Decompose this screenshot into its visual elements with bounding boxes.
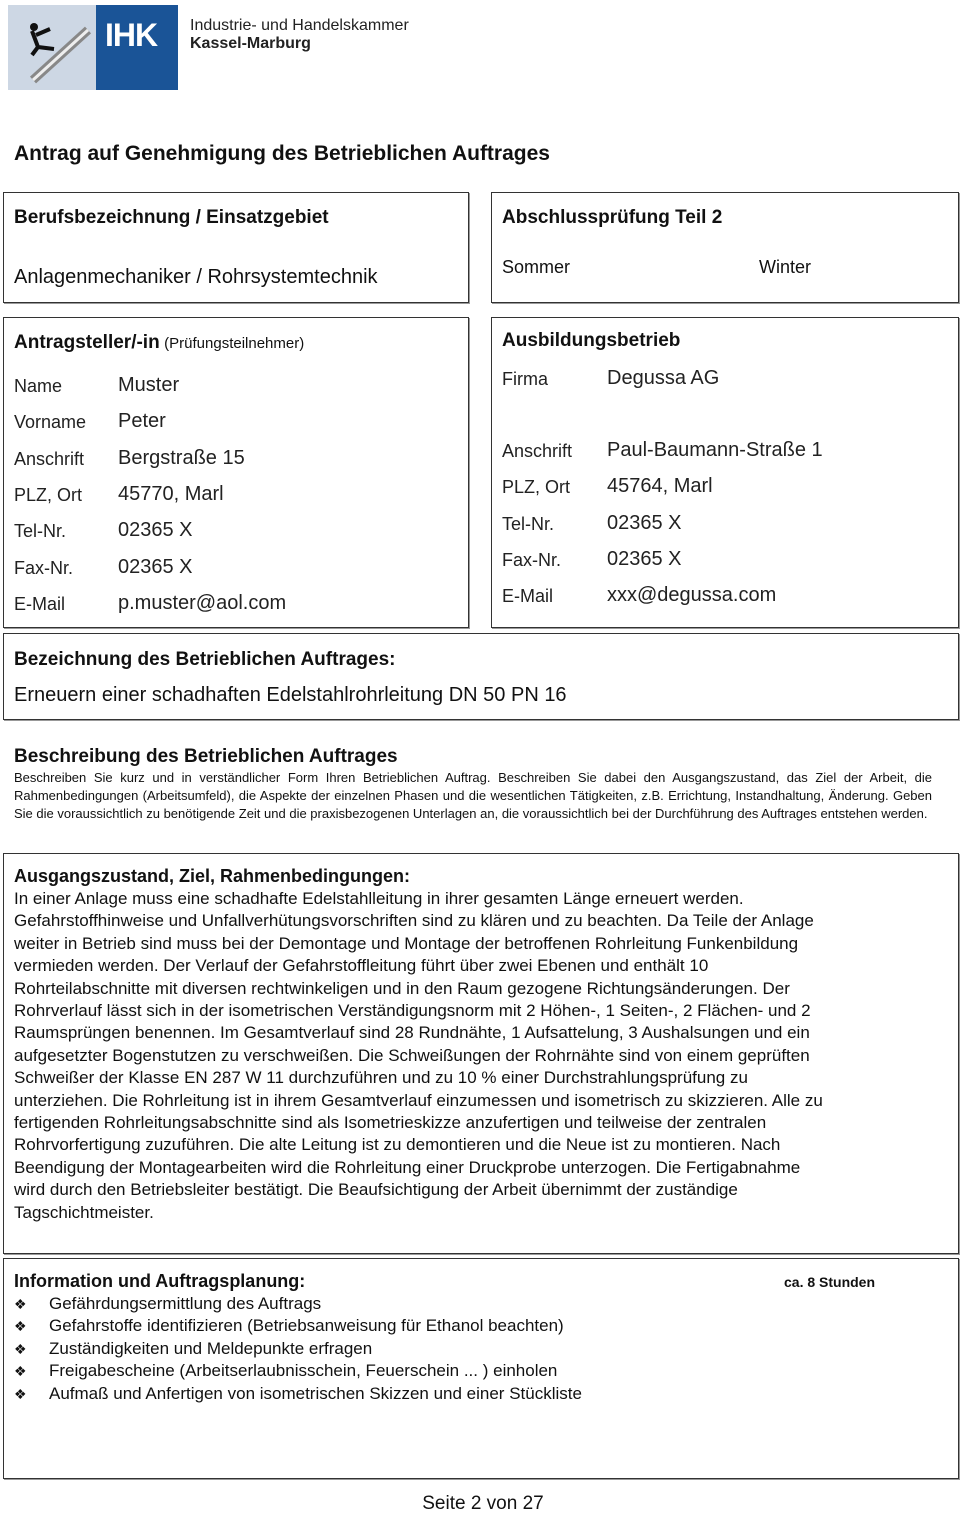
betrieb-heading: Ausbildungsbetrieb [502,330,681,351]
text-line: vermieden werden. Der Verlauf der Gefahrstoffleitung führt über zwei Ebenen und enthält 10 [14,956,709,976]
bullet-diamond-icon: ❖ [14,1385,27,1402]
text-line: fertigenden Rohrleitungsabschnitte sind als Isometrieskizze anzufertigen und teilweise der zentralen [14,1113,767,1133]
list-item-text: Gefährdungsermittlung des Auftrags [49,1294,322,1313]
list-item-text: Aufmaß und Anfertigen von isometrischen Skizzen und einer Stückliste [49,1383,582,1403]
list-item [14,1315,582,1337]
ausgang-heading: Ausgangszustand, Ziel, Rahmenbedingungen: [14,866,411,886]
bezeichnung-heading: Bezeichnung des Betrieblichen Auftrages: [14,649,396,670]
list-item [14,1338,582,1360]
text-line: Raumsprüngen benennen. Im Gesamtverlauf sind 28 Rundnähte, 1 Aufsattelung, 3 Aushalsungen und ein [14,1023,810,1043]
planung-duration: ca. 8 Stunden [784,1274,876,1290]
beschreibung-heading: Beschreibung des Betrieblichen Auftrages [14,746,398,767]
beruf-heading: Berufsbezeichnung / Einsatzgebiet [14,207,329,228]
field-value[interactable]: 02365 X [607,512,682,534]
field-value[interactable]: 02365 X [118,555,193,578]
list-item [14,1383,582,1405]
text-line: unterziehen. Die Rohrleitung ist in ihrem Gesamtverlauf einzumessen und isometrisch zu skizzieren. Alle zu [14,1090,823,1110]
antragsteller-box [3,317,469,628]
option-winter[interactable]: Winter [759,257,812,277]
betrieb-box [491,317,959,628]
field-label: E-Mail [14,593,66,614]
beruf-box [3,192,469,303]
field-label: PLZ, Ort [502,477,571,497]
pruefung-box [491,192,959,303]
text-line: aufgesetzter Bogenstutzen zu verschweißen. Die Schweißungen der Rohrnähte sind von einem geprüften [14,1045,810,1065]
field-value[interactable]: Bergstraße 15 [118,446,245,469]
bullet-diamond-icon: ❖ [14,1296,27,1312]
bezeichnung-value[interactable]: Erneuern einer schadhaften Edelstahlrohrleitung DN 50 PN 16 [14,684,567,706]
bezeichnung-box [3,633,959,720]
text-line: Beendigung der Montagearbeiten wird die Rohrleitung einer Druckprobe unterzogen. Die Fertigabnahme [14,1157,801,1177]
beruf-value[interactable]: Anlagenmechaniker / Rohrsystemtechnik [14,266,378,288]
field-label: E-Mail [502,586,554,606]
field-value[interactable]: Degussa AG [607,367,720,389]
logo-line1: Industrie- und Handelskammer [190,17,409,34]
logo-figure [8,5,96,90]
list-item [14,1293,582,1315]
field-label: PLZ, Ort [14,484,83,505]
planung-heading: Information und Auftragsplanung: [14,1271,306,1291]
text-line: Tagschichtmeister. [14,1202,154,1222]
page-number: Seite 2 von 27 [422,1493,544,1514]
text-line: wird durch den Betriebsleiter bestätigt. Die Beaufsichtigung der Arbeit übernimmt der zuständige [14,1180,738,1200]
field-label: Firma [502,369,548,389]
list-item-text: Gefahrstoffe identifizieren (Betriebsanweisung für Ethanol beachten) [49,1316,564,1336]
list-item [14,1360,582,1382]
field-label: Anschrift [14,448,85,469]
option-sommer[interactable]: Sommer [502,257,571,277]
field-label: Tel-Nr. [14,521,67,542]
antragsteller-subheading: (Prüfungsteilnehmer) [164,335,305,352]
logo-abbr: IHK [96,5,178,90]
field-value[interactable]: p.muster@aol.com [118,591,287,614]
ausgang-text [14,888,823,1224]
bullet-diamond-icon: ❖ [14,1363,27,1380]
field-label: Name [14,376,63,396]
field-value[interactable]: Peter [118,410,166,433]
pipe-climber-icon [8,5,96,90]
field-value[interactable]: 45770, Marl [118,482,224,505]
text-line: Rohrteilabschnitte mit diversen rechtwinkeligen und in den Raum gezogene Richtungsänderungen. Der [14,978,790,998]
field-value[interactable]: xxx@degussa.com [607,584,777,606]
list-item-text: Zuständigkeiten und Meldepunkte erfragen [49,1338,373,1358]
list-item-text: Freigabescheine (Arbeitserlaubnisschein, Feuerschein ... ) einholen [49,1361,558,1381]
text-line: weiter in Betrieb sind muss bei der Demontage und Montage der betroffenen Rohrleitung Funkenbildung [14,933,799,953]
field-label: Anschrift [502,441,573,461]
field-label: Fax-Nr. [14,557,74,578]
antragsteller-heading: Antragsteller/-in [14,332,160,353]
text-line: Schweißer der Klasse EN 287 W 11 durchzuführen und zu 10 % einer Durchstrahlungsprüfung zu [14,1068,748,1088]
field-value[interactable]: Muster [118,374,180,396]
logo-text [190,17,409,53]
pruefung-heading: Abschlussprüfung Teil 2 [502,207,723,228]
field-label: Vorname [14,412,87,433]
field-value[interactable]: 02365 X [607,548,682,570]
field-value[interactable]: Paul-Baumann-Straße 1 [607,439,823,461]
bullet-diamond-icon: ❖ [14,1340,27,1357]
beschreibung-text: Beschreiben Sie kurz und in verständlicher Form Ihren Betrieblichen Auftrag. Beschreiben Sie dabei den Ausgangszustand, das Ziel der Arbeit, die Rahmenbedingungen (Arbeitsumfeld), die Aspekte der einzelnen Phasen und die wesentlichen Tätigkeiten, z.B. Errichtung, Instandhaltung, Änderung. Geben Sie die voraussichtlich zu benötigende Zeit und die praxisbezogenen Unterlagen an, die voraussichtlich bei der Durchführung des Auftrages entstehen werden. [14,770,932,821]
text-line: Gefahrstoffhinweise und Unfallverhütungsvorschriften sind zu klären und zu beachten. Da Teile der Anlage [14,911,814,931]
field-value[interactable]: 45764, Marl [607,475,713,497]
ausgang-box[interactable] [3,853,959,1254]
planung-box[interactable] [3,1258,959,1479]
text-line: In einer Anlage muss eine schadhafte Edelstahlleitung in ihrer gesamten Länge erneuert werden. [14,889,744,908]
text-line: Rohrverlauf lässt sich in der isometrischen Verständigungsnorm mit 2 Höhen-, 1 Seiten-, 2 Flächen- und 2 [14,1001,811,1021]
field-value[interactable]: 02365 X [118,519,193,542]
field-label: Tel-Nr. [502,514,555,534]
page-title: Antrag auf Genehmigung des Betrieblichen Auftrages [14,142,550,165]
text-line: Rohrvorfertigung zuzuführen. Die alte Leitung ist zu demontieren und die Neue ist zu montieren. Nach [14,1135,781,1155]
field-label: Fax-Nr. [502,550,562,570]
bullet-diamond-icon: ❖ [14,1318,27,1335]
logo-line2: Kassel-Marburg [190,35,311,52]
